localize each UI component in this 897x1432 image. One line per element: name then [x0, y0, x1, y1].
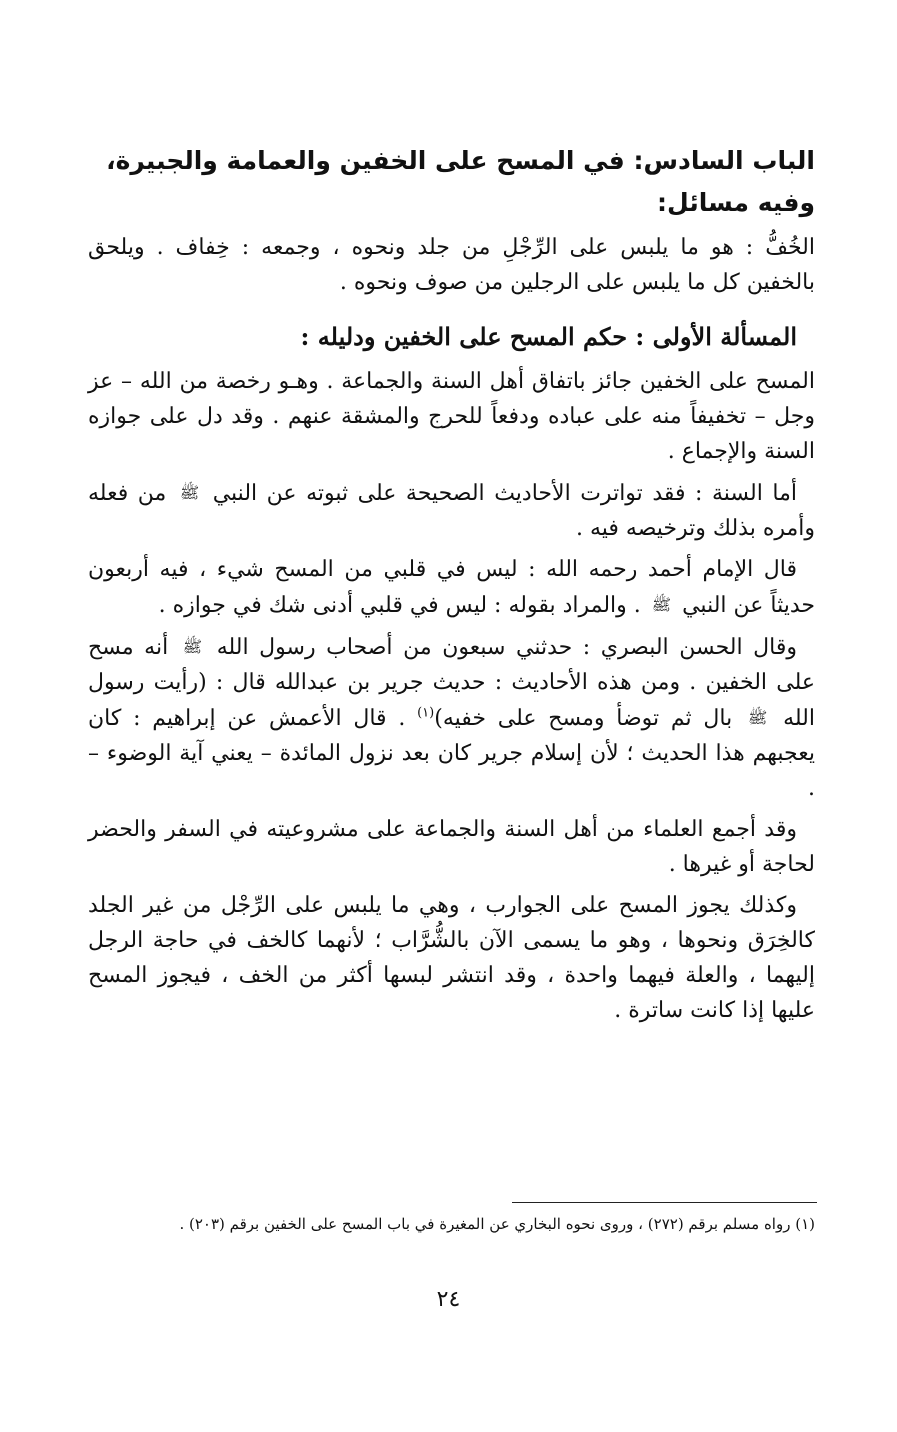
paragraph-ahmad-text-1: قال الإمام أحمد رحمه الله : ليس في قلبي من المسح شيء ، فيه أربعون حديثاً عن النبي: [88, 557, 815, 618]
salawat-symbol: ﷺ: [182, 637, 203, 656]
salawat-symbol: ﷺ: [748, 708, 768, 727]
paragraph-hasan: [88, 629, 815, 806]
chapter-title: الباب السادس: في المسح على الخفين والعمامة والجبيرة، وفيه مسائل:: [106, 146, 815, 217]
paragraph-hasan-text-1: وقال الحسن البصري : حدثني سبعون من أصحاب رسول الله: [216, 635, 798, 660]
salawat-symbol: ﷺ: [651, 595, 672, 614]
salawat-symbol: ﷺ: [179, 483, 200, 502]
paragraph-socks: وكذلك يجوز المسح على الجوارب ، وهي ما يلبس على الرِّجْل من غير الجلد كالخِرَق ونحوها ، وهو ما يسمى الآن بالشُّرَّاب ؛ لأنهما كالخف في حاجة الرجل إليهما ، والعلة فيهما واحدة ، وقد انتشر لبسها أكثر من الخف ، فيجوز المسح عليها إذا كانت ساترة .: [88, 893, 815, 1023]
paragraph-ijma: وقد أجمع العلماء من أهل السنة والجماعة على مشروعيته في السفر والحضر لحاجة أو غيرها .: [88, 817, 815, 877]
paragraph-ahmad-text-2: . والمراد بقوله : ليس في قلبي أدنى شك في جوازه .: [158, 593, 641, 618]
page-number: ٢٤: [436, 1287, 461, 1312]
section-title: المسألة الأولى : حكم المسح على الخفين ودليله :: [300, 322, 797, 351]
paragraph-hasan-text-3: بال ثم توضأ ومسح على خفيه): [434, 706, 733, 731]
paragraph-sunnah: [88, 475, 815, 546]
footnote-divider: [512, 1202, 817, 1203]
definition-paragraph: الخُفُّ : هو ما يلبس على الرِّجْلِ من جلد ونحوه ، وجمعه : خِفاف . ويلحق بالخفين كل ما يلبس على الرجلين من صوف ونحوه .: [88, 235, 815, 295]
paragraph-ruling: المسح على الخفين جائز باتفاق أهل السنة والجماعة . وهـو رخصة من الله – عز وجل – تخفيفاً منه على عباده ودفعاً للحرج والمشقة عنهم . وقد دل على جوازه السنة والإجماع .: [88, 369, 815, 464]
footnote: (١) رواه مسلم برقم (٢٧٢) ، وروى نحوه البخاري عن المغيرة في باب المسح على الخفين برقم (٢٠٣) .: [179, 1215, 815, 1233]
paragraph-sunnah-text-2: من فعله وأمره بذلك وترخيصه فيه .: [88, 481, 815, 541]
paragraph-hasan-text-2: أنه مسح على الخفين . ومن هذه الأحاديث : حديث جرير بن عبدالله قال : (رأيت رسول الله: [88, 635, 815, 731]
footnote-reference: (١): [417, 705, 435, 721]
paragraph-hasan-text-4: . قال الأعمش عن إبراهيم : كان يعجبهم هذا الحديث ؛ لأن إسلام جرير كان بعد نزول المائدة – يعني آية الوضوء – .: [88, 706, 815, 801]
page-body: [88, 140, 815, 1034]
paragraph-ahmad: [88, 552, 815, 623]
paragraph-sunnah-text-1: أما السنة : فقد تواترت الأحاديث الصحيحة على ثبوته عن النبي: [212, 481, 798, 506]
